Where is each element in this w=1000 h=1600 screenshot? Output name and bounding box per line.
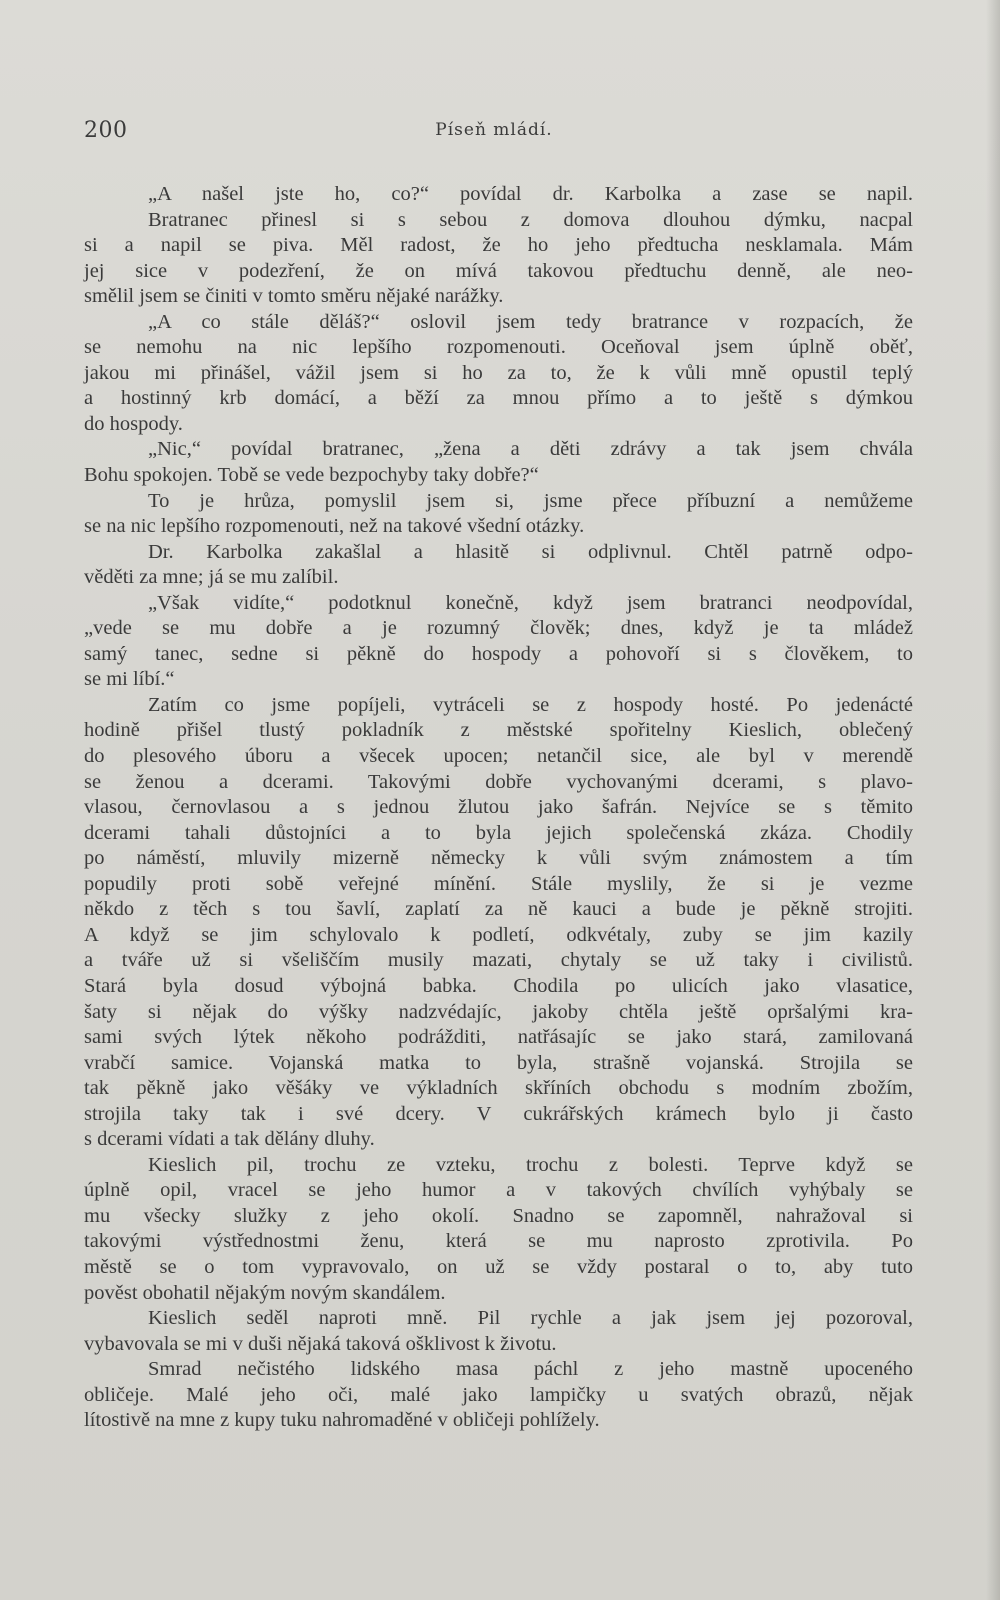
text-line: popudily proti sobě veřejné mínění. Stále myslily, že si je vezme: [84, 872, 913, 895]
text-line: se nemohu na nic lepšího rozpomenouti. Oceňoval jsem úplně oběť,: [84, 336, 913, 359]
text-line: vrabčí samice. Vojanská matka to byla, strašně vojanská. Strojila se: [84, 1051, 913, 1074]
text-line: po náměstí, mluvily mizerně německy k vůli svým známostem a tím: [84, 847, 913, 870]
text-line: Smrad nečistého lidského masa páchl z jeho mastně upoceného: [148, 1358, 913, 1381]
text-line: „A co stále děláš?“ oslovil jsem tedy bratrance v rozpacích, že: [148, 310, 913, 333]
text-line: smělil jsem se činiti v tomto směru nějaké narážky.: [84, 285, 504, 308]
text-line: mu všecky služky z jeho okolí. Snadno se zapomněl, nahražoval si: [84, 1204, 913, 1227]
text-line: vlasou, černovlasou a s jednou žlutou jako šafrán. Nejvíce se s těmito: [84, 796, 913, 819]
text-line: lítostivě na mne z kupy tuku nahromaděné v obličeji pohlížely.: [84, 1409, 600, 1432]
text-line: „A našel jste ho, co?“ povídal dr. Karbolka a zase se napil.: [148, 183, 913, 205]
page-number: 200: [84, 118, 128, 143]
text-line: Kieslich seděl naproti mně. Pil rychle a jak jsem jej pozoroval,: [148, 1307, 913, 1330]
text-line: věděti za mne; já se mu zalíbil.: [84, 566, 339, 589]
text-line: vybavovala se mi v duši nějaká taková ošklivost k životu.: [84, 1332, 557, 1355]
text-line: tak pěkně jako věšáky ve výkladních skříních obchodu s modním zbožím,: [84, 1077, 913, 1100]
body-text: [84, 182, 913, 1434]
text-line: obličeje. Malé jeho oči, malé jako lampičky u svatých obrazů, nějak: [84, 1383, 913, 1406]
text-line: takovými výstřednostmi ženu, která se mu naprosto zprotivila. Po: [84, 1230, 913, 1253]
text-line: s dcerami vídati a tak dělány dluhy.: [84, 1128, 375, 1151]
page-header: [84, 118, 904, 154]
text-line: Bohu spokojen. Tobě se vede bezpochyby taky dobře?“: [84, 464, 539, 487]
text-line: samý tanec, sedne si pěkně do hospody a pohovoří si s člověkem, to: [84, 642, 913, 665]
text-line: pověst obohatil nějakým novým skandálem.: [84, 1281, 446, 1304]
text-line: „Nic,“ povídal bratranec, „žena a děti zdrávy a tak jsem chvála: [148, 438, 913, 461]
text-line: jej sice v podezření, že on mívá takovou předtuchu denně, ale neo-: [84, 259, 913, 282]
text-line: „vede se mu dobře a je rozumný člověk; dnes, když je ta mládež: [84, 617, 913, 640]
text-line: a tváře už si všeliščím musily mazati, chytaly se už taky i civilistů.: [84, 949, 913, 972]
text-line: do hospody.: [84, 412, 183, 435]
text-line: jakou mi přinášel, vážil jsem si ho za to, že k vůli mně opustil teplý: [84, 361, 913, 384]
text-line: šaty si nějak do výšky nadzvédajíc, jakoby chtěla ještě opršalými kra-: [84, 1000, 913, 1023]
page-edge-shadow: [986, 0, 1000, 1600]
text-line: dcerami tahali důstojníci a to byla jejich společenská zkáza. Chodily: [84, 821, 913, 844]
text-line: hodině přišel tlustý pokladník z městské spořitelny Kieslich, oblečený: [84, 719, 913, 742]
text-line: Kieslich pil, trochu ze vzteku, trochu z bolesti. Teprve když se: [148, 1153, 913, 1176]
text-line: úplně opil, vracel se jeho humor a v takových chvílích vyhýbaly se: [84, 1179, 913, 1202]
text-line: někdo z těch s tou šavlí, zaplatí za ně kauci a bude je pěkně strojiti.: [84, 898, 913, 921]
text-line: Bratranec přinesl si s sebou z domova dlouhou dýmku, nacpal: [148, 208, 913, 231]
text-line: strojila taky tak i své dcery. V cukrářských krámech bylo ji často: [84, 1102, 913, 1125]
text-line: se mi líbí.“: [84, 668, 175, 691]
text-line: se ženou a dcerami. Takovými dobře vychovanými dcerami, s plavo-: [84, 770, 913, 793]
running-title: Píseň mládí.: [435, 120, 553, 140]
text-line: do plesového úboru a všecek upocen; netančil sice, ale byl v merendě: [84, 745, 913, 768]
text-line: městě se o tom vypravovalo, on už se vždy postaral o to, aby tuto: [84, 1255, 913, 1278]
text-line: Stará byla dosud výbojná babka. Chodila po ulicích jako vlasatice,: [84, 974, 913, 997]
text-line: Dr. Karbolka zakašlal a hlasitě si odplivnul. Chtěl patrně odpo-: [148, 540, 913, 563]
text-line: To je hrůza, pomyslil jsem si, jsme přece příbuzní a nemůžeme: [148, 489, 913, 512]
text-line: A když se jim schylovalo k podletí, odkvétaly, zuby se jim kazily: [84, 923, 913, 946]
text-line: a hostinný krb domácí, a běží za mnou přímo a to ještě s dýmkou: [84, 387, 913, 410]
text-line: „Však vidíte,“ podotknul konečně, když jsem bratranci neodpovídal,: [148, 591, 913, 614]
text-line: Zatím co jsme popíjeli, vytráceli se z hospody hosté. Po jedenácté: [148, 693, 913, 716]
text-line: si a napil se piva. Měl radost, že ho jeho předtucha nesklamala. Mám: [84, 234, 913, 257]
text-line: se na nic lepšího rozpomenouti, než na takové všední otázky.: [84, 515, 585, 538]
text-line: sami svých lýtek někoho podrážditi, natřásajíc se jako stará, zamilovaná: [84, 1026, 913, 1049]
